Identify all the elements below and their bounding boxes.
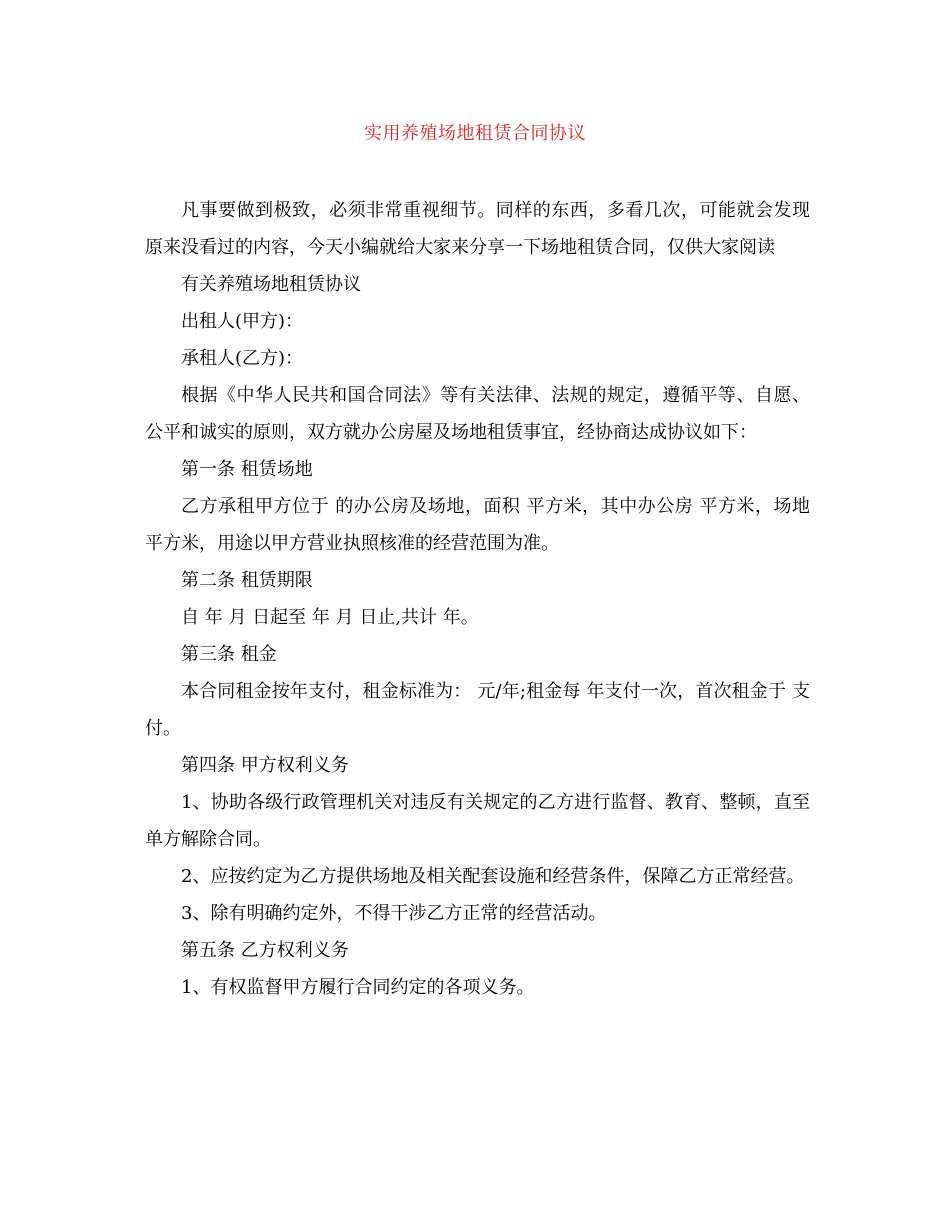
- article-4-item-3: 3、除有明确约定外，不得干涉乙方正常的经营活动。: [181, 903, 607, 924]
- article-5-item-1: 1、有权监督甲方履行合同约定的各项义务。: [181, 977, 535, 998]
- paragraph-intro: 凡事要做到极致，必须非常重视细节。同样的东西，多看几次，可能就会发现原来没看过的内容，今天小编就给大家来分享一下场地租赁合同，仅供大家阅读: [145, 200, 810, 258]
- article-4-heading: 第四条 甲方权利义务: [181, 755, 349, 776]
- article-1-text: 乙方承租甲方位于 的办公房及场地，面积 平方米，其中办公房 平方米，场地 平方米，用途以甲方营业执照核准的经营范围为准。: [145, 496, 810, 554]
- article-4-item-1: 1、协助各级行政管理机关对违反有关规定的乙方进行监督、教育、整顿，直至单方解除合同。: [145, 792, 810, 850]
- paragraph-lessor: 出租人(甲方)：: [181, 311, 304, 332]
- article-3-text: 本合同租金按年支付，租金标准为： 元/年;租金每 年支付一次，首次租金于 支付。: [145, 681, 810, 739]
- document-title: 实用养殖场地租赁合同协议: [364, 123, 586, 144]
- article-1-heading: 第一条 租赁场地: [181, 459, 313, 480]
- article-4-item-2: 2、应按约定为乙方提供场地及相关配套设施和经营条件，保障乙方正常经营。: [181, 866, 805, 887]
- article-2-heading: 第二条 租赁期限: [181, 570, 313, 591]
- article-3-heading: 第三条 租金: [181, 644, 277, 665]
- document-body: [145, 192, 810, 1006]
- paragraph-agreement-name: 有关养殖场地租赁协议: [181, 274, 361, 295]
- paragraph-lessee: 承租人(乙方)：: [181, 348, 304, 369]
- paragraph-preamble: 根据《中华人民共和国合同法》等有关法律、法规的规定，遵循平等、自愿、公平和诚实的原则，双方就办公房屋及场地租赁事宜，经协商达成协议如下：: [145, 385, 810, 443]
- article-2-text: 自 年 月 日起至 年 月 日止,共计 年。: [181, 607, 479, 628]
- article-5-heading: 第五条 乙方权利义务: [181, 940, 349, 961]
